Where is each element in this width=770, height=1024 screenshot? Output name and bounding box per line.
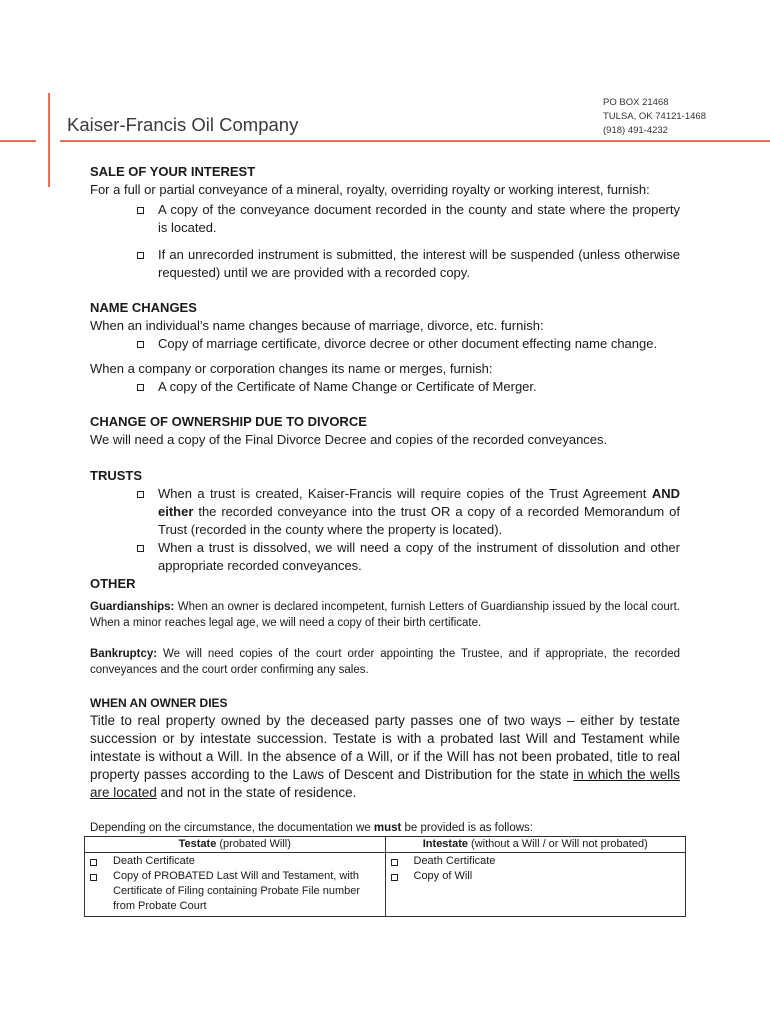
checkbox-bullet-icon [137, 341, 144, 348]
table-row [85, 853, 686, 917]
list-item: A copy of the Certificate of Name Change or Certificate of Merger. [90, 378, 680, 396]
section-title-sale: SALE OF YOUR INTEREST [90, 164, 256, 179]
bankruptcy-paragraph: Bankruptcy: We will need copies of the court order appointing the Trustee, and if appropriate, the recorded conveyances and the court order confirming any sales. [90, 648, 680, 676]
divorce-text: We will need a copy of the Final Divorce Decree and copies of the recorded conveyances. [90, 432, 608, 447]
intestate-header: Intestate (without a Will / or Will not probated) [385, 837, 686, 853]
names-intro-individual: When an individual’s name changes because of marriage, divorce, etc. furnish: [90, 318, 544, 333]
section-title-other: OTHER [90, 576, 136, 591]
checkbox-bullet-icon [137, 545, 144, 552]
accent-vertical-line [48, 93, 50, 187]
checkbox-bullet-icon [137, 491, 144, 498]
sale-list [90, 201, 680, 282]
list-item: A copy of the conveyance document recorded in the county and state where the property is located. [90, 201, 680, 237]
list-item: When a trust is dissolved, we will need a copy of the instrument of dissolution and other appropriate recorded conveyances. [90, 539, 680, 575]
table-header-row [85, 837, 686, 853]
section-title-names: NAME CHANGES [90, 300, 197, 315]
address-line: TULSA, OK 74121-1468 [603, 111, 706, 122]
accent-horizontal-line-right [60, 140, 770, 142]
checkbox-bullet-icon [137, 384, 144, 391]
list-item: Death Certificate [87, 854, 383, 869]
names-intro-company: When a company or corporation changes its name or merges, furnish: [90, 361, 493, 376]
checkbox-bullet-icon [137, 207, 144, 214]
address-line: PO BOX 21468 [603, 97, 669, 108]
list-item: Copy of marriage certificate, divorce decree or other document effecting name change. [90, 335, 680, 353]
sale-intro: For a full or partial conveyance of a mineral, royalty, overriding royalty or working interest, furnish: [90, 182, 650, 197]
checkbox-bullet-icon [90, 874, 97, 881]
list-item: Copy of PROBATED Last Will and Testament, with Certificate of Filing containing Probate File number from Probate Court [87, 869, 383, 914]
names-list-1 [90, 335, 680, 353]
trusts-list [90, 485, 680, 575]
guardianships-paragraph: Guardianships: When an owner is declared incompetent, furnish Letters of Guardianship issued by the local court. When a minor reaches legal age, we will need a copy of their birth certificate. [90, 601, 680, 629]
company-address [603, 96, 706, 138]
checkbox-bullet-icon [90, 859, 97, 866]
section-title-divorce: CHANGE OF OWNERSHIP DUE TO DIVORCE [90, 414, 367, 429]
list-item: Death Certificate [388, 854, 684, 869]
intestate-cell [385, 853, 686, 917]
accent-horizontal-line-left [0, 140, 36, 142]
company-name: Kaiser-Francis Oil Company [67, 114, 299, 135]
checkbox-bullet-icon [391, 859, 398, 866]
documentation-intro: Depending on the circumstance, the documentation we must be provided is as follows: [90, 822, 534, 834]
address-line: (918) 491-4232 [603, 125, 668, 136]
names-list-2 [90, 378, 680, 396]
document-body [90, 163, 680, 917]
section-title-trusts: TRUSTS [90, 468, 142, 483]
owner-dies-paragraph: Title to real property owned by the deceased party passes one of two ways – either by testate succession or by intestate succession. Testate is with a probated last Will and Testament while intestate is without a Will. In the absence of a Will, or if the Will has not been probated, title to real property passes according to the Laws of Descent and Distribution for the state in which the wells are located and not in the state of residence. [90, 713, 681, 800]
checkbox-bullet-icon [391, 874, 398, 881]
documentation-table [84, 836, 686, 917]
list-item: If an unrecorded instrument is submitted, the interest will be suspended (unless otherwise requested) until we are provided with a recorded copy. [90, 246, 680, 282]
list-item: Copy of Will [388, 869, 684, 884]
section-title-owner-dies: WHEN AN OWNER DIES [90, 696, 228, 710]
list-item: When a trust is created, Kaiser-Francis will require copies of the Trust Agreement AND either the recorded conveyance into the trust OR a copy of a recorded Memorandum of Trust (recorded in the county where the property is located). [90, 485, 680, 539]
testate-cell [85, 853, 386, 917]
checkbox-bullet-icon [137, 252, 144, 259]
testate-header: Testate (probated Will) [85, 837, 386, 853]
